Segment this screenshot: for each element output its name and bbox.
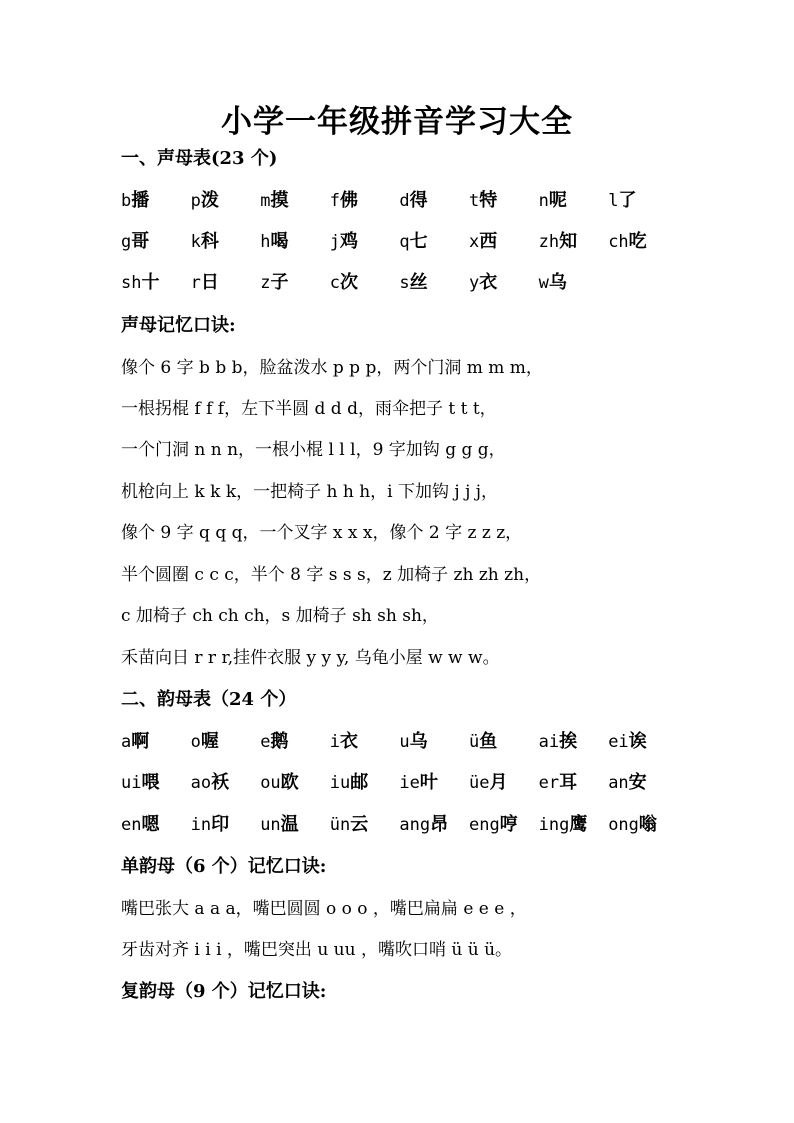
example-character: 乌 xyxy=(548,272,567,293)
section-heading-initials: 一、声母表(23 个) xyxy=(121,148,278,169)
pinyin-letter: ao xyxy=(190,773,212,793)
pinyin-letter: un xyxy=(260,815,281,835)
pinyin-letter: y xyxy=(469,273,480,293)
pinyin-cell xyxy=(121,727,149,757)
pinyin-letter: c xyxy=(329,273,341,293)
pinyin-cell xyxy=(399,768,437,798)
pinyin-cell xyxy=(399,227,427,257)
pinyin-cell xyxy=(539,810,588,840)
pinyin-cell xyxy=(191,268,219,298)
example-character: 月 xyxy=(489,772,508,793)
example-character: 叶 xyxy=(419,772,438,793)
example-character: 挨 xyxy=(559,731,578,752)
pinyin-letter: ai xyxy=(538,732,560,752)
example-character: 鹅 xyxy=(270,731,289,752)
pinyin-letter: i xyxy=(329,732,341,752)
pinyin-cell xyxy=(539,227,577,257)
pinyin-cell xyxy=(539,186,567,216)
pinyin-cell xyxy=(399,810,448,840)
pinyin-cell xyxy=(260,268,288,298)
page-title: 小学一年级拼音学习大全 xyxy=(221,104,573,140)
pinyin-letter: n xyxy=(538,191,549,211)
example-character: 播 xyxy=(131,190,150,211)
example-character: 喝 xyxy=(270,231,289,252)
pinyin-letter: l xyxy=(608,191,619,211)
pinyin-cell xyxy=(121,186,149,216)
example-character: 耳 xyxy=(559,772,578,793)
pinyin-letter: u xyxy=(399,732,410,752)
example-character: 喔 xyxy=(200,731,219,752)
rhyme-line: 牙齿对齐 i i i ，嘴巴突出 u uu ，嘴吹口哨 ü ü ü。 xyxy=(121,940,513,960)
pinyin-letter: m xyxy=(260,191,271,211)
pinyin-letter: in xyxy=(190,815,212,835)
rhyme-line: c 加椅子 ch ch ch，s 加椅子 sh sh sh， xyxy=(121,606,439,626)
finals-row xyxy=(121,768,781,798)
pinyin-cell xyxy=(191,810,229,840)
pinyin-letter: a xyxy=(121,732,132,752)
pinyin-cell xyxy=(469,810,518,840)
example-character: 了 xyxy=(618,190,637,211)
example-character: 安 xyxy=(628,772,647,793)
pinyin-letter: s xyxy=(399,273,410,293)
pinyin-cell xyxy=(399,186,427,216)
example-character: 云 xyxy=(350,814,369,835)
pinyin-cell xyxy=(469,727,497,757)
finals-row xyxy=(121,727,781,757)
example-character: 摸 xyxy=(270,190,289,211)
example-character: 丝 xyxy=(409,272,428,293)
pinyin-cell xyxy=(191,727,219,757)
example-character: 哥 xyxy=(131,231,150,252)
pinyin-cell xyxy=(260,727,288,757)
pinyin-cell xyxy=(608,227,646,257)
pinyin-letter: e xyxy=(260,732,271,752)
pinyin-letter: w xyxy=(538,273,549,293)
rhyme-line: 像个 9 字 q q q，一个叉字 x x x，像个 2 字 z z z， xyxy=(121,523,523,543)
pinyin-letter: üe xyxy=(469,773,490,793)
rhyme-line: 禾苗向日 r r r,挂件衣服 y y y, 乌龟小屋 w w w。 xyxy=(121,648,500,668)
rhyme-line: 机枪向上 k k k，一把椅子 h h h，i 下加钩 j j j， xyxy=(121,482,499,502)
pinyin-letter: t xyxy=(469,191,480,211)
pinyin-cell xyxy=(608,810,657,840)
example-character: 印 xyxy=(211,814,230,835)
example-character: 衣 xyxy=(340,731,359,752)
example-character: 日 xyxy=(200,272,219,293)
rhyme-line: 一根拐棍 f f f，左下半圆 d d d，雨伞把子 t t t， xyxy=(121,399,497,419)
pinyin-cell xyxy=(330,768,368,798)
pinyin-letter: h xyxy=(260,232,271,252)
pinyin-cell xyxy=(121,268,159,298)
example-character: 袄 xyxy=(211,772,230,793)
pinyin-cell xyxy=(260,768,298,798)
pinyin-letter: en xyxy=(121,815,142,835)
pinyin-letter: er xyxy=(538,773,560,793)
pinyin-cell xyxy=(260,810,298,840)
pinyin-letter: ong xyxy=(608,815,639,835)
pinyin-cell xyxy=(608,768,646,798)
example-character: 诶 xyxy=(628,731,647,752)
pinyin-letter: b xyxy=(121,191,132,211)
rhyme-line: 半个圆圈 c c c，半个 8 字 s s s，z 加椅子 zh zh zh， xyxy=(121,565,542,585)
example-character: 鹰 xyxy=(569,814,588,835)
pinyin-letter: ch xyxy=(608,232,629,252)
rhyme-line: 嘴巴张大 a a a，嘴巴圆圆 o o o ，嘴巴扁扁 e e e ， xyxy=(121,899,527,919)
pinyin-letter: k xyxy=(190,232,201,252)
example-character: 嗯 xyxy=(141,814,160,835)
initials-row xyxy=(121,227,781,257)
example-character: 乌 xyxy=(409,731,428,752)
pinyin-cell xyxy=(469,186,497,216)
pinyin-cell xyxy=(330,186,358,216)
initials-row xyxy=(121,268,781,298)
example-character: 邮 xyxy=(350,772,369,793)
pinyin-letter: j xyxy=(329,232,341,252)
example-character: 喂 xyxy=(141,772,160,793)
pinyin-letter: ün xyxy=(329,815,351,835)
pinyin-letter: zh xyxy=(538,232,560,252)
example-character: 七 xyxy=(409,231,428,252)
initials-row xyxy=(121,186,781,216)
pinyin-letter: ei xyxy=(608,732,629,752)
rhyme-line: 像个 6 字 b b b，脸盆泼水 p p p，两个门洞 m m m， xyxy=(121,358,543,378)
initials-rhyme-heading: 声母记忆口诀: xyxy=(121,315,236,336)
pinyin-cell xyxy=(469,227,497,257)
pinyin-cell xyxy=(608,186,636,216)
pinyin-letter: ü xyxy=(469,732,480,752)
pinyin-letter: r xyxy=(190,273,201,293)
finals-row xyxy=(121,810,781,840)
example-character: 鱼 xyxy=(479,731,498,752)
pinyin-cell xyxy=(539,727,577,757)
example-character: 欧 xyxy=(280,772,299,793)
pinyin-letter: f xyxy=(329,191,341,211)
pinyin-letter: ui xyxy=(121,773,142,793)
example-character: 昂 xyxy=(430,814,449,835)
compound-finals-rhyme-heading: 复韵母（9 个）记忆口诀: xyxy=(121,981,327,1002)
pinyin-cell xyxy=(121,768,159,798)
pinyin-cell xyxy=(330,268,358,298)
example-character: 泼 xyxy=(200,190,219,211)
pinyin-letter: x xyxy=(469,232,480,252)
pinyin-letter: sh xyxy=(121,273,142,293)
example-character: 西 xyxy=(479,231,498,252)
example-character: 科 xyxy=(200,231,219,252)
pinyin-letter: iu xyxy=(329,773,351,793)
pinyin-cell xyxy=(469,768,507,798)
pinyin-cell xyxy=(539,268,567,298)
pinyin-letter: z xyxy=(260,273,271,293)
pinyin-letter: d xyxy=(399,191,410,211)
example-character: 温 xyxy=(280,814,299,835)
pinyin-letter: an xyxy=(608,773,629,793)
pinyin-cell xyxy=(191,186,219,216)
example-character: 特 xyxy=(479,190,498,211)
pinyin-letter: ang xyxy=(399,815,431,835)
pinyin-letter: o xyxy=(190,732,201,752)
single-finals-rhyme-heading: 单韵母（6 个）记忆口诀: xyxy=(121,856,327,877)
pinyin-cell xyxy=(469,268,497,298)
pinyin-cell xyxy=(260,227,288,257)
example-character: 十 xyxy=(141,272,160,293)
example-character: 衣 xyxy=(479,272,498,293)
example-character: 知 xyxy=(559,231,578,252)
pinyin-cell xyxy=(260,186,288,216)
pinyin-letter: ing xyxy=(538,815,570,835)
pinyin-letter: q xyxy=(399,232,410,252)
pinyin-cell xyxy=(330,227,358,257)
example-character: 嗡 xyxy=(638,814,657,835)
example-character: 得 xyxy=(409,190,428,211)
example-character: 佛 xyxy=(340,190,359,211)
section-heading-finals: 二、韵母表（24 个） xyxy=(121,689,297,710)
pinyin-cell xyxy=(399,268,427,298)
pinyin-cell xyxy=(608,727,646,757)
pinyin-letter: eng xyxy=(469,815,500,835)
pinyin-letter: ie xyxy=(399,773,420,793)
example-character: 呢 xyxy=(548,190,567,211)
example-character: 哼 xyxy=(499,814,518,835)
pinyin-letter: g xyxy=(121,232,132,252)
example-character: 次 xyxy=(340,272,359,293)
pinyin-letter: p xyxy=(190,191,201,211)
pinyin-cell xyxy=(121,810,159,840)
rhyme-line: 一个门洞 n n n，一根小棍 l l l，9 字加钩 g g g， xyxy=(121,440,506,460)
pinyin-cell xyxy=(330,810,368,840)
pinyin-cell xyxy=(330,727,358,757)
pinyin-cell xyxy=(191,227,219,257)
example-character: 子 xyxy=(270,272,289,293)
pinyin-letter: ou xyxy=(260,773,281,793)
pinyin-cell xyxy=(121,227,149,257)
pinyin-cell xyxy=(399,727,427,757)
example-character: 鸡 xyxy=(340,231,359,252)
pinyin-cell xyxy=(539,768,577,798)
pinyin-cell xyxy=(191,768,229,798)
example-character: 吃 xyxy=(628,231,647,252)
example-character: 啊 xyxy=(131,731,150,752)
